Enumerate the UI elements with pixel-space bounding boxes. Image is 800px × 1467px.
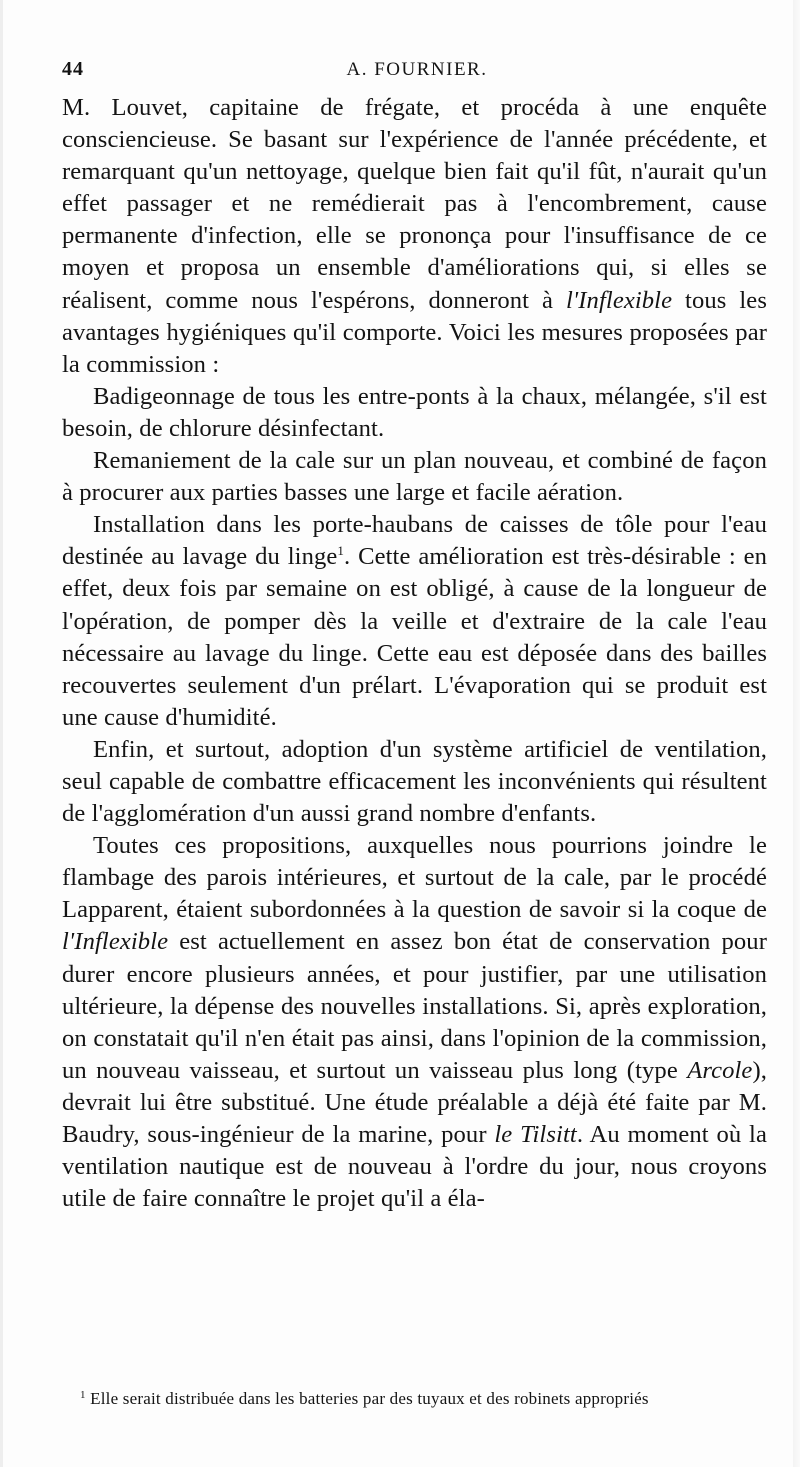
- paragraph: [62, 830, 767, 1215]
- text-run: Toutes ces propositions, auxquelles nous pourrions joindre le flambage des parois intérieures, et surtout de la cale, par le procédé Lapparent, étaient subordonnées à la question de savoir si la coque de: [62, 832, 767, 924]
- footnote-reference: 1: [337, 543, 344, 559]
- running-head: A. FOURNIER.: [346, 59, 488, 80]
- paragraph: [62, 381, 767, 445]
- text-run: Badigeonnage de tous les entre-ponts à la chaux, mélangée, s'il est besoin, de chlorure désinfectant.: [62, 382, 767, 442]
- paragraph: [62, 92, 767, 381]
- page-gutter-shadow: [0, 0, 3, 1467]
- text-run: tous les avantages hygiéniques qu'il comporte. Voici les mesures proposées par la commission :: [62, 286, 767, 378]
- text-run: M. Louvet, capitaine de frégate, et procéda à une enquête consciencieuse. Se basant sur l'expérience de l'année précédente, et remarquant qu'un nettoyage, quelque bien fait qu'il fût, n'aurait qu'un effet passager et ne remédierait pas à l'encombrement, cause permanente d'infection, elle se prononça pour l'insuffisance de ce moyen et proposa un ensemble d'améliorations qui, si elles se réalisent, comme nous l'espérons, donneront à: [62, 94, 767, 314]
- text-run: est actuellement en assez bon état de conservation pour durer encore plusieurs années, et pour justifier, par une utilisation ultérieure, la dépense des nouvelles installations. Si, après exploration, on constatait qu'il n'en était pas ainsi, dans l'opinion de la commission, un nouveau vaisseau, et surtout un vaisseau plus long (type: [62, 928, 767, 1084]
- text-run: Remaniement de la cale sur un plan nouveau, et combiné de façon à procurer aux parties basses une large et facile aération.: [62, 447, 767, 507]
- text-run: Enfin, et surtout, adoption d'un système artificiel de ventilation, seul capable de combattre efficacement les inconvénients qui résultent de l'agglomération d'un aussi grand nombre d'enfants.: [62, 735, 767, 828]
- footnote-marker: 1: [80, 1389, 86, 1401]
- page-number: 44: [62, 58, 84, 80]
- italic-title: l'Inflexible: [565, 286, 673, 314]
- page-header: [62, 58, 772, 88]
- paragraph: [62, 445, 767, 509]
- italic-title: Arcole: [687, 1056, 753, 1084]
- paragraph: [62, 734, 767, 830]
- paragraph: [62, 509, 767, 734]
- body-text: [62, 92, 767, 1215]
- text-run: Installation dans les porte-haubans de caisses de tôle pour l'eau destinée au lavage du linge: [62, 511, 767, 571]
- text-run: ), devrait lui être substitué. Une étude préalable a déjà été faite par M. Baudry, sous-ingénieur de la marine, pour: [62, 1056, 767, 1148]
- italic-title: le Tilsitt: [494, 1121, 577, 1148]
- text-run: . Au moment où la ventilation nautique est de nouveau à l'ordre du jour, nous croyons utile de faire connaître le projet qu'il a éla-: [62, 1121, 767, 1213]
- footnote-text: Elle serait distribuée dans les batteries par des tuyaux et des robinets appropriés: [85, 1389, 649, 1408]
- footnote: [62, 1388, 767, 1410]
- text-run: . Cette amélioration est très-désirable : en effet, deux fois par semaine on est obligé, à cause de la longueur de l'opération, de pomper dès la veille et d'extraire de la cale l'eau nécessaire au lavage du linge. Cette eau est déposée dans des bailles recouvertes seulement d'un prélart. L'évaporation qui se produit est une cause d'humidité.: [62, 543, 767, 731]
- footnotes: [62, 1388, 767, 1410]
- italic-title: l'Inflexible: [62, 928, 169, 956]
- page-edge: [793, 0, 800, 1467]
